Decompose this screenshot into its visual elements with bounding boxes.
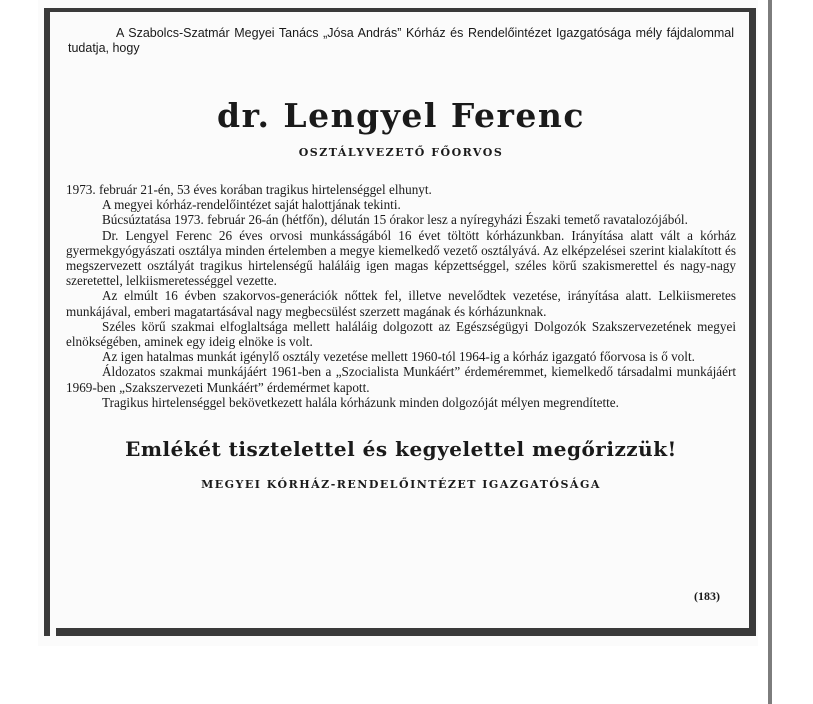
obituary-notice [66,22,736,492]
paragraph-union: Széles körű szakmai elfoglaltsága mellett haláláig dolgozott az Egészségügyi Dolgozók Szakszervezetének megyei elnökségében, aminek egy ideig elnöke is volt. [66,318,736,350]
paragraph-funeral: Búcsúztatása 1973. február 26-án (hétfőn), délután 15 órakor lesz a nyíregyházi Északi temető ravatalozójából. [102,212,688,228]
obituary-body [66,182,736,410]
deceased-position: OSZTÁLYVEZETŐ FŐORVOS [298,146,504,159]
paragraph-career: Dr. Lengyel Ferenc 26 éves orvosi munkásságából 16 évet töltött kórházunkban. Irányítása alatt vált a kórház gyermekgyógyászati osztálya minden értelemben a megye kiemelkedő vezető osztályává. Az elképzelései szerint kialakított és megszervezett osztályát tragikus hirtelenségű haláláig igen magas képzettséggel, széles körű szakismerettel és nagy-nagy szeretettel, lelkiismeretességgel vezette. [66,227,736,289]
mourning-frame-left [44,8,50,636]
mourning-frame-right [749,8,756,636]
issuer-signature: MEGYEI KÓRHÁZ-RENDELŐINTÉZET IGAZGATÓSÁGA [201,478,601,492]
paragraph-generations: Az elmúlt 16 évben szakorvos-generációk nőttek fel, illetve nevelődtek vezetése, irányítása alatt. Lelkiismeretes munkájával, emberi magatartásával nagy megbecsülést szerzett magának és kórházunknak. [66,288,736,319]
deceased-name: dr. Lengyel Ferenc [217,96,585,135]
paragraph-director: Az igen hatalmas munkát igénylő osztály vezetése mellett 1960-tól 1964-ig a kórház igazgató főorvosa is ő volt. [102,349,695,365]
paragraph-own-deceased: A megyei kórház-rendelőintézet saját halottjának tekinti. [102,197,401,213]
paragraph-awards: Áldozatos szakmai munkájáért 1961-ben a „Szocialista Munkáért” érdeméremmet, kiemelkedő társadalmi munkájáért 1969-ben „Szakszervezeti Munkáért” érdemérmet kapott. [66,364,736,395]
mourning-frame-top [44,8,756,12]
tribute-line: Emlékét tisztelettel és kegyelettel megőrizzük! [125,437,677,462]
paragraph-death-date: 1973. február 21-én, 53 éves korában tragikus hirtelenséggel elhunyt. [66,182,432,197]
announcement-intro [66,26,736,56]
scan-edge [768,0,772,704]
mourning-frame-bottom [56,628,756,636]
reference-number: (183) [694,589,720,603]
paragraph-mourning: Tragikus hirtelenséggel bekövetkezett halála kórházunk minden dolgozóját mélyen megrendítette. [102,394,619,410]
intro-text: A Szabolcs-Szatmár Megyei Tanács „Jósa András” Kórház és Rendelőintézet Igazgatósága mély fájdalommal tudatja, hogy [68,26,734,55]
